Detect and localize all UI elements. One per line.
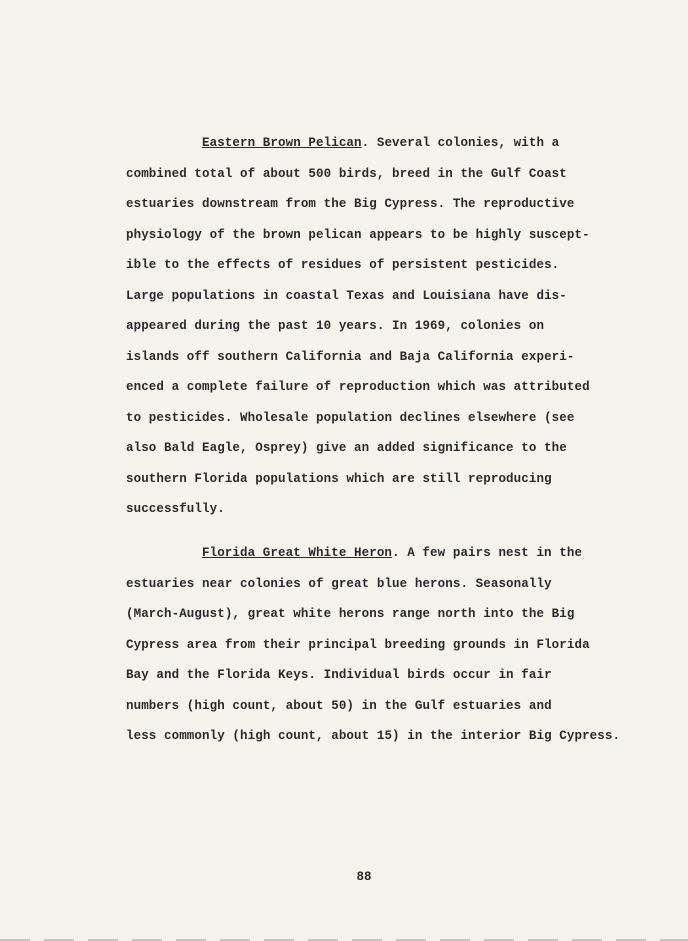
text-line: ible to the effects of residues of persistent pesticides. [126, 258, 560, 272]
page-number: 88 [356, 870, 372, 884]
paragraph-first-line [126, 128, 606, 159]
text-line: combined total of about 500 birds, breed in the Gulf Coast [126, 166, 567, 181]
paragraph-florida-great-white-heron [126, 538, 621, 752]
text-line: physiology of the brown pelican appears to be highly suscept- [126, 227, 590, 242]
text-line: estuaries downstream from the Big Cypress. The reproductive [126, 197, 575, 211]
text-line: also Bald Eagle, Osprey) give an added significance to the [126, 441, 567, 455]
text-line: to pesticides. Wholesale population declines elsewhere (see [126, 410, 575, 425]
first-line-text: . A few pairs nest in the [392, 546, 583, 560]
paragraph-eastern-brown-pelican [126, 128, 606, 525]
first-line-text: . Several colonies, with a [361, 136, 560, 150]
text-line: less commonly (high count, about 15) in the interior Big Cypress. [126, 729, 621, 743]
text-line: (March-August), great white herons range north into the Big [126, 607, 575, 621]
text-line: appeared during the past 10 years. In 1969, colonies on [126, 319, 545, 333]
text-line: enced a complete failure of reproduction which was attributed [126, 380, 590, 394]
paragraph-first-line [126, 538, 606, 569]
text-line: estuaries near colonies of great blue herons. Seasonally [126, 576, 552, 591]
text-line: Bay and the Florida Keys. Individual birds occur in fair [126, 668, 552, 682]
text-line: southern Florida populations which are still reproducing [126, 471, 552, 486]
section-heading-eastern-brown-pelican: Eastern Brown Pelican [202, 136, 362, 150]
text-line: Cypress area from their principal breeding grounds in Florida [126, 637, 590, 652]
section-heading-florida-great-white-heron: Florida Great White Heron [202, 546, 393, 560]
text-line: numbers (high count, about 50) in the Gulf estuaries and [126, 698, 552, 713]
text-line: islands off southern California and Baja California experi- [126, 349, 575, 364]
text-line: Large populations in coastal Texas and Louisiana have dis- [126, 288, 567, 303]
text-line: successfully. [126, 502, 225, 516]
